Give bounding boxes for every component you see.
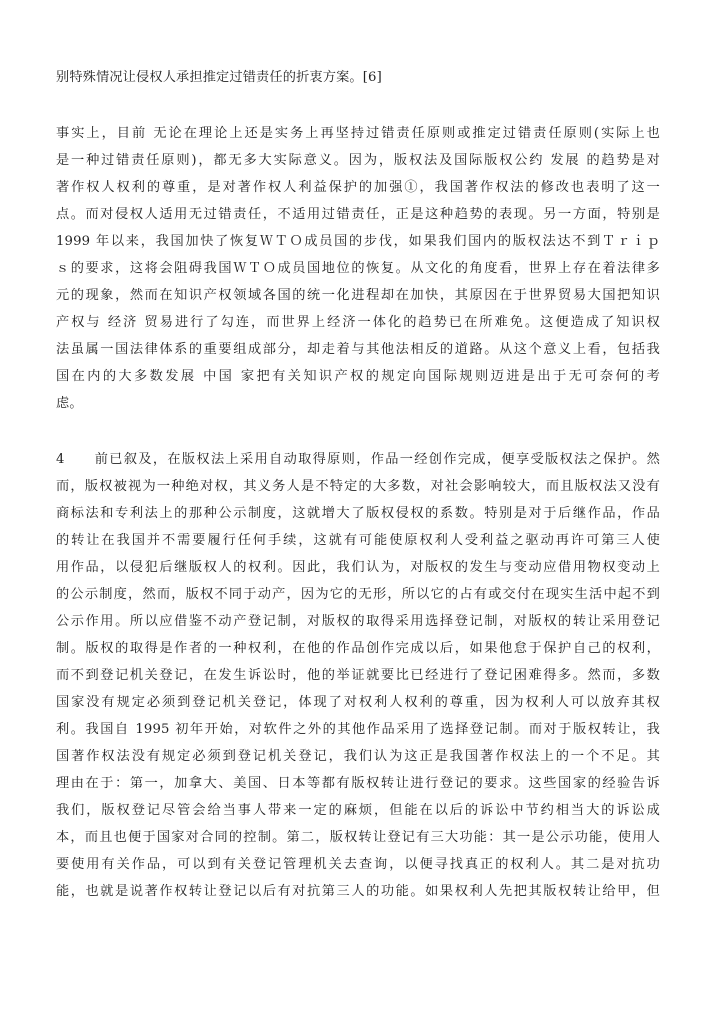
text-line: 法虽属一国法律体系的重要组成部分，却走着与其他法相反的道路。从这个意义上看，包括我 — [56, 342, 660, 357]
text-line: 虑。 — [56, 396, 83, 411]
text-line: 的公示制度，然而，版权不同于动产，因为它的无形，所以它的占有或交付在现实生活中起不到 — [56, 587, 660, 602]
text-line: 国著作权法没有规定必须到登记机关登记，我们认为这正是我国著作权法上的一个不足。其 — [56, 749, 660, 764]
paragraph-2 — [56, 120, 660, 417]
paragraph-gap — [56, 417, 660, 446]
text-line: 国家没有规定必须到登记机关登记，体现了对权利人权利的尊重，因为权利人可以放弃其权 — [56, 695, 660, 710]
text-line: 4 前已叙及，在版权法上采用自动取得原则，作品一经创作完成，便享受版权法之保护。然 — [56, 452, 660, 467]
text-line: 别特殊情况让侵权人承担推定过错责任的折衷方案。[6] — [56, 70, 382, 85]
text-line: 事实上，目前 无论在理论上还是实务上再坚持过错责任原则或推定过错责任原则(实际上也 — [56, 126, 660, 141]
text-line: 要使用有关作品，可以到有关登记管理机关去查询，以便寻找真正的权利人。其二是对抗功 — [56, 857, 660, 872]
text-line: 产权与 经济 贸易进行了勾连，而世界上经济一体化的趋势已在所难免。这便造成了知识权 — [56, 315, 660, 330]
document-page — [56, 64, 660, 905]
paragraph-3 — [56, 446, 660, 905]
text-line: 著作权人权利的尊重，是对著作权人利益保护的加强①，我国著作权法的修改也表明了这一 — [56, 180, 660, 195]
text-line: 而，版权被视为一种绝对权，其义务人是不特定的大多数，对社会影响较大，而且版权法又没有 — [56, 479, 660, 494]
paragraph-gap — [56, 91, 660, 120]
text-line: 我们，版权登记尽管会给当事人带来一定的麻烦，但能在以后的诉讼中节约相当大的诉讼成 — [56, 803, 660, 818]
text-line: 点。而对侵权人适用无过错责任，不适用过错责任，正是这种趋势的表现。另一方面，特别是 — [56, 207, 660, 222]
text-line: 元的现象，然而在知识产权领域各国的统一化进程却在加快，其原因在于世界贸易大国把知识 — [56, 288, 660, 303]
text-line: 理由在于：第一，加拿大、美国、日本等都有版权转让进行登记的要求。这些国家的经验告诉 — [56, 776, 660, 791]
paragraph-1 — [56, 64, 660, 91]
text-line: 是一种过错责任原则)，都无多大实际意义。因为，版权法及国际版权公约 发展 的趋势是对 — [56, 153, 660, 168]
text-line: ｓ的要求，这将会阻碍我国ＷＴＯ成员国地位的恢复。从文化的角度看，世界上存在着法律多 — [56, 261, 660, 276]
text-line: 而不到登记机关登记，在发生诉讼时，他的举证就要比已经进行了登记困难得多。然而，多数 — [56, 668, 660, 683]
text-line: 商标法和专利法上的那种公示制度，这就增大了版权侵权的系数。特别是对于后继作品，作品 — [56, 506, 660, 521]
text-line: 制。版权的取得是作者的一种权利，在他的作品创作完成以后，如果他怠于保护自己的权利， — [56, 641, 660, 656]
text-line: 国在内的大多数发展 中国 家把有关知识产权的规定向国际规则迈进是出于无可奈何的考 — [56, 369, 660, 384]
text-line: 公示作用。所以应借鉴不动产登记制，对版权的取得采用选择登记制，对版权的转让采用登记 — [56, 614, 660, 629]
text-line: 利。我国自 1995 初年开始，对软件之外的其他作品采用了选择登记制。而对于版权转让，我 — [56, 722, 660, 737]
text-line: 能，也就是说著作权转让登记以后有对抗第三人的功能。如果权利人先把其版权转让给甲，但 — [56, 884, 660, 899]
text-line: 用作品，以侵犯后继版权人的权利。因此，我们认为，对版权的发生与变动应借用物权变动上 — [56, 560, 660, 575]
text-line: 1999 年以来，我国加快了恢复ＷＴＯ成员国的步伐，如果我们国内的版权法达不到Ｔｒｉｐ — [56, 234, 660, 249]
text-line: 的转让在我国并不需要履行任何手续，这就有可能使原权利人受利益之驱动再许可第三人使 — [56, 533, 660, 548]
text-line: 本，而且也便于国家对合同的控制。第二，版权转让登记有三大功能：其一是公示功能，使用人 — [56, 830, 660, 845]
